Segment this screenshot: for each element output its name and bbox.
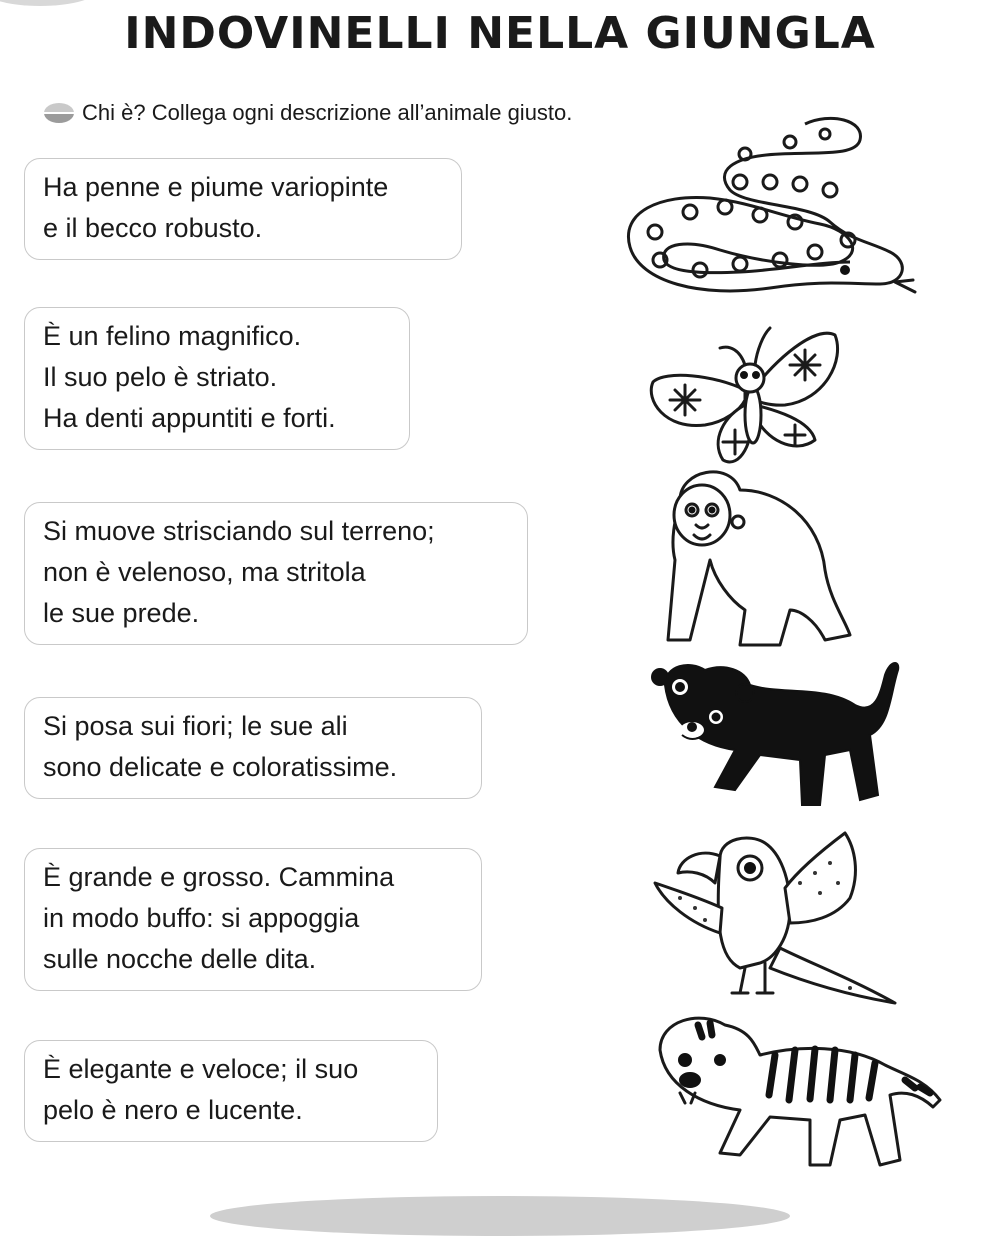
parrot-icon[interactable] <box>650 828 900 1008</box>
panther-icon[interactable] <box>650 655 910 815</box>
riddle-line: È grande e grosso. Cammina <box>43 862 395 892</box>
bullet-icon <box>44 103 74 123</box>
tiger-icon[interactable] <box>650 1005 950 1175</box>
riddle-box-panther[interactable] <box>24 1040 438 1142</box>
riddle-line: Si posa sui fiori; le sue ali <box>43 711 348 741</box>
riddle-box-snake[interactable] <box>24 502 528 645</box>
page-title: INDOVINELLI NELLA GIUNGLA <box>124 8 876 59</box>
riddle-box-butterfly[interactable] <box>24 697 482 799</box>
instruction <box>44 100 572 126</box>
riddle-line: non è velenoso, ma stritola <box>43 557 366 587</box>
riddle-box-parrot[interactable] <box>24 158 462 260</box>
riddle-line: pelo è nero e lucente. <box>43 1095 303 1125</box>
riddle-line: Si muove strisciando sul terreno; <box>43 516 435 546</box>
riddle-box-gorilla[interactable] <box>24 848 482 991</box>
riddle-line: e il becco robusto. <box>43 213 263 243</box>
riddle-line: È elegante e veloce; il suo <box>43 1054 359 1084</box>
riddle-line: Ha denti appuntiti e forti. <box>43 403 336 433</box>
butterfly-icon[interactable] <box>645 320 845 470</box>
riddle-line: Ha penne e piume variopinte <box>43 172 389 202</box>
gorilla-icon[interactable] <box>650 460 860 650</box>
riddle-box-tiger[interactable] <box>24 307 410 450</box>
decorative-bottom-arc <box>210 1196 790 1236</box>
riddle-line: sulle nocche delle dita. <box>43 944 317 974</box>
instruction-text: Chi è? Collega ogni descrizione all’animale giusto. <box>82 100 573 125</box>
riddle-line: È un felino magnifico. <box>43 321 302 351</box>
riddle-line: Il suo pelo è striato. <box>43 362 278 392</box>
riddle-line: le sue prede. <box>43 598 200 628</box>
riddle-line: in modo buffo: si appoggia <box>43 903 360 933</box>
riddle-line: sono delicate e coloratissime. <box>43 752 398 782</box>
snake-icon[interactable] <box>620 112 920 302</box>
decorative-corner-arc <box>0 0 100 6</box>
